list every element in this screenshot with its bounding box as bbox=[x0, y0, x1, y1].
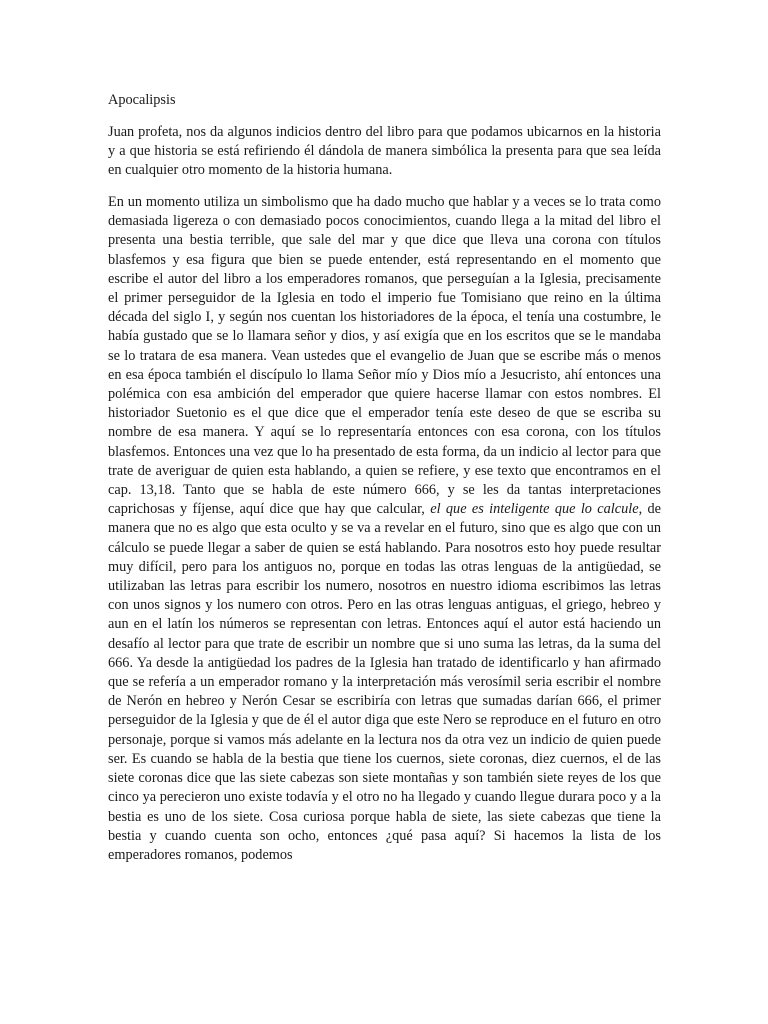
paragraph-body bbox=[108, 193, 661, 865]
paragraph-body-text-start: En un momento utiliza un simbolismo que ha dado mucho que hablar y a veces se lo trata como demasiada ligereza o con demasiado pocos conocimientos, cuando llega a la mitad del libro el presenta una bestia terrible, que sale del mar y que dice que lleva una corona con títulos blasfemos y esa figura que bien se puede entender, está representando en el momento que escribe el autor del libro a los emperadores romanos, que perseguían a la Iglesia, precisamente el primer perseguidor de la Iglesia en todo el imperio fue Tomisiano que reino en la última década del siglo I, y según nos cuentan los historiadores de la época, el tenía una costumbre, le había gustado que se lo llamara señor y dios, y así exigía que en los escritos que se le mandaba se lo tratara de esa manera. Vean ustedes que el evangelio de Juan que se escribe más o menos en esa época también el discípulo lo llama Señor mío y Dios mío a Jesucristo, ahí entonces una polémica con esa ambición del emperador que quiere hacerse llamar con estos nombres. El historiador Suetonio es el que dice que el emperador tenía este deseo de que se escriba su nombre de esa manera. Y aquí se lo representaría entonces con esa corona, con los títulos blasfemos. Entonces una vez que lo ha presentado de esta forma, da un indicio al lector para que trate de averiguar de quien esta hablando, a quien se refiere, y ese texto que encontramos en el cap. 13,18. Tanto que se habla de este número 666, y se les da tantas interpretaciones caprichosas y fíjense, aquí dice que hay que calcular, bbox=[108, 194, 661, 518]
paragraph-body-text-end: , de manera que no es algo que esta oculto y se va a revelar en el futuro, sino que es algo que con un cálculo se puede llegar a saber de quien se está hablando. Para nosotros esto hoy puede resultar muy difícil, pero para los antiguos no, porque en todas las otras lenguas de la antigüedad, se utilizaban las letras para escribir los numero, nosotros en nuestro idioma escribimos las letras con unos signos y los numero con otros. Pero en las otras lenguas antiguas, el griego, hebreo y aun en el latín los números se representan con letras. Entonces aquí el autor está haciendo un desafío al lector para que trate de escribir un nombre que si uno suma las letras, da la suma del 666. Ya desde la antigüedad los padres de la Iglesia han tratado de identificarlo y han afirmado que se refería a un emperador romano y la interpretación más verosímil seria escribir el nombre de Nerón en hebreo y Nerón Cesar se escribiría con letras que sumadas darían 666, el primer perseguidor de la Iglesia y que de él el autor diga que este Nero se reproduce en el futuro en otro personaje, porque si vamos más adelante en la lectura nos da otra vez un indicio de quien puede ser. Es cuando se habla de la bestia que tiene los cuernos, siete coronas, diez cuernos, el de las siete coronas dice que las siete cabezas son siete montañas y son también siete reyes de los que cinco ya perecieron uno existe todavía y el otro no ha llegado y cuando llegue durara poco y a la bestia es uno de los siete. Cosa curiosa porque habla de siete, las siete cabezas que tiene la bestia y cuando cuenta son ocho, entonces ¿qué pasa aquí? Si hacemos la lista de los emperadores romanos, podemos bbox=[108, 501, 661, 863]
page-title: Apocalipsis bbox=[108, 92, 176, 108]
paragraph-intro: Juan profeta, nos da algunos indicios dentro del libro para que podamos ubicarnos en la historia y a que historia se está refiriendo él dándola de manera simbólica la presenta para que sea leída en cualquier otro momento de la historia humana. bbox=[108, 124, 661, 179]
paragraph-body-emphasis: el que es inteligente que lo calcule bbox=[430, 501, 639, 518]
